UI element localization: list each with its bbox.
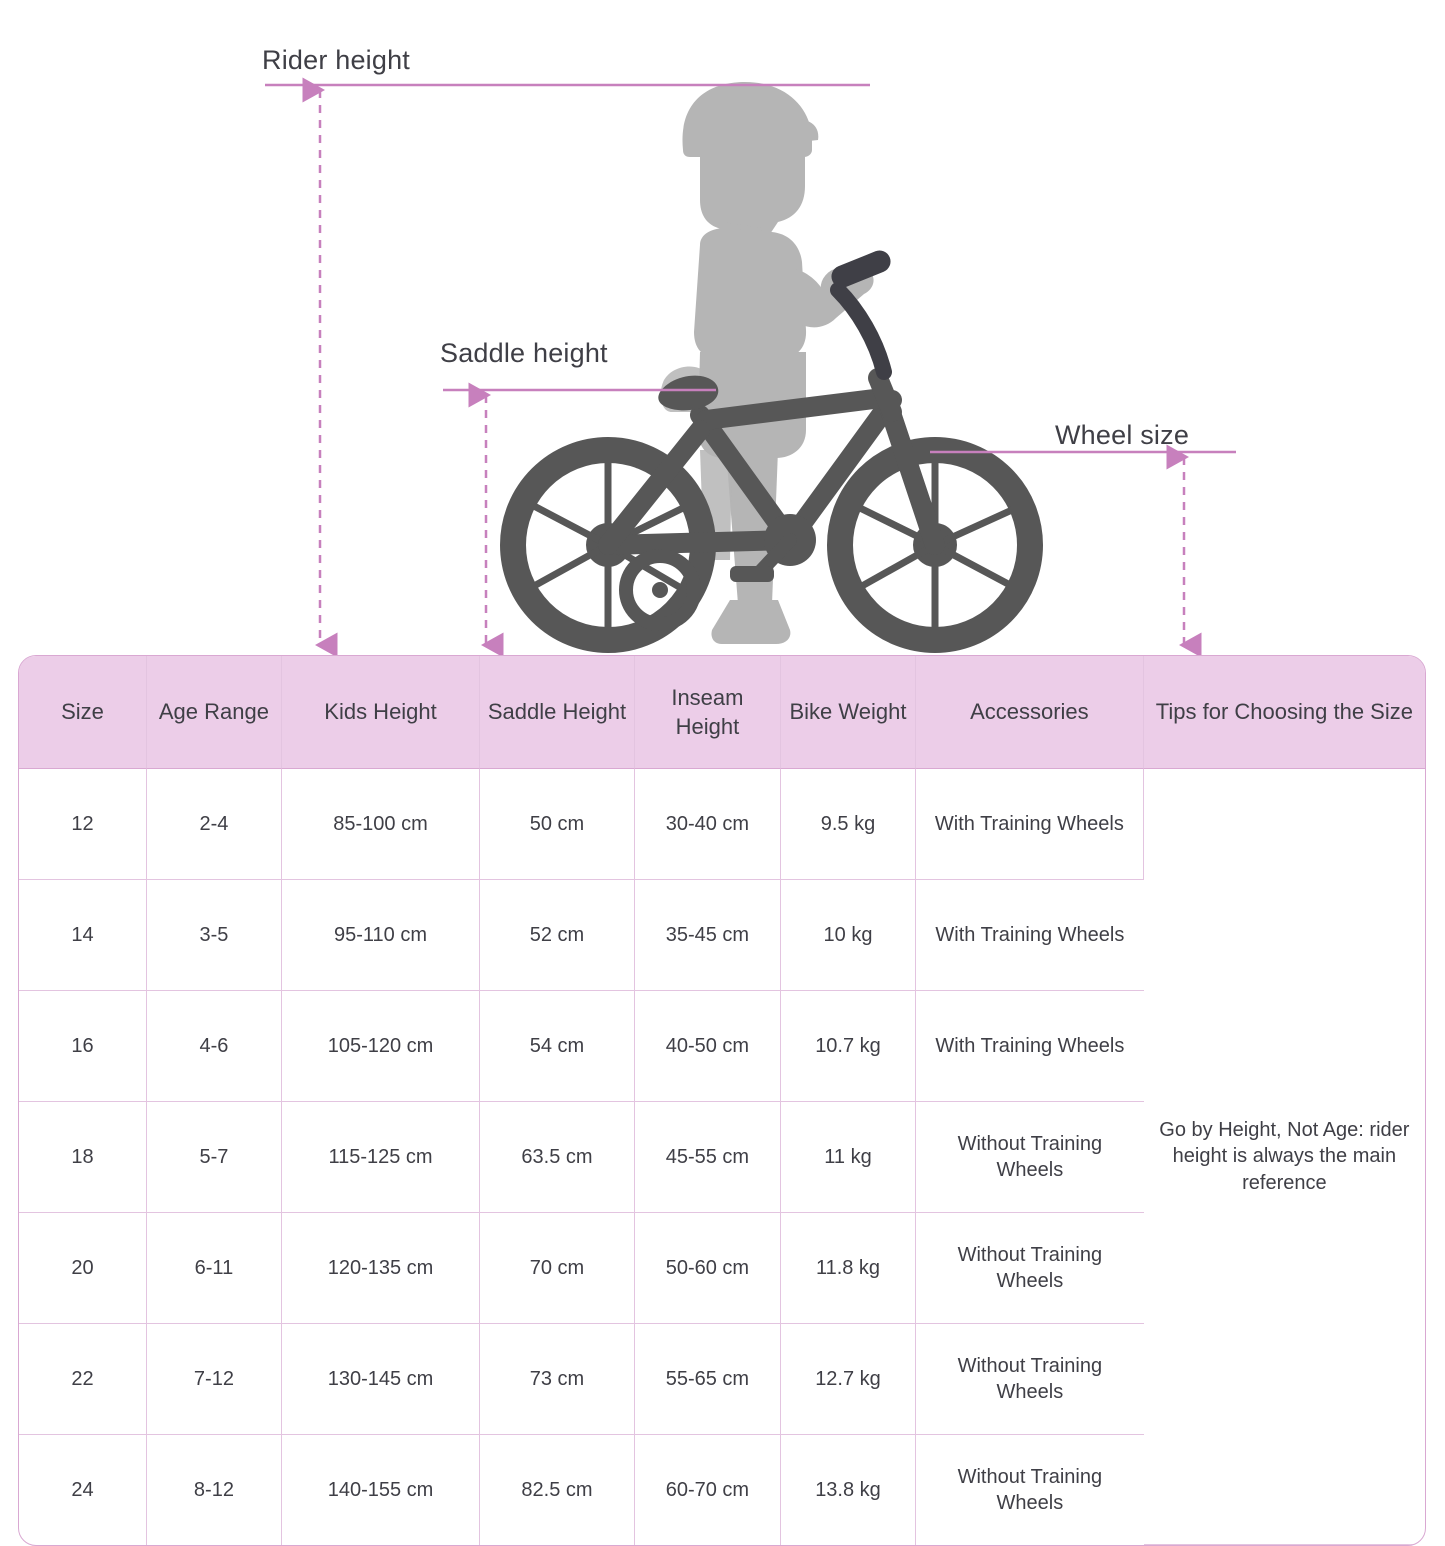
cell-size: 16 bbox=[19, 991, 147, 1102]
column-header-tips: Tips for Choosing the Size bbox=[1144, 656, 1425, 769]
cell-accessories: Without Training Wheels bbox=[916, 1102, 1144, 1213]
cell-age: 2-4 bbox=[147, 769, 282, 880]
rider-height-label: Rider height bbox=[262, 45, 410, 75]
cell-inseam-height: 60-70 cm bbox=[635, 1435, 781, 1545]
cell-bike-weight: 9.5 kg bbox=[781, 769, 916, 880]
size-chart-table bbox=[18, 655, 1426, 1546]
cell-size: 18 bbox=[19, 1102, 147, 1213]
cell-size: 14 bbox=[19, 880, 147, 991]
bike-and-rider-graphic bbox=[0, 0, 1445, 660]
cell-inseam-height: 55-65 cm bbox=[635, 1324, 781, 1435]
cell-kids-height: 120-135 cm bbox=[282, 1213, 480, 1324]
cell-age: 5-7 bbox=[147, 1102, 282, 1213]
cell-saddle-height: 82.5 cm bbox=[480, 1435, 635, 1545]
table-header-row bbox=[19, 656, 1425, 769]
saddle-height-label: Saddle height bbox=[440, 338, 608, 368]
cell-kids-height: 130-145 cm bbox=[282, 1324, 480, 1435]
cell-tips: Go by Height, Not Age: rider height is always the main reference bbox=[1144, 769, 1425, 1545]
cell-size: 12 bbox=[19, 769, 147, 880]
bike-size-illustration bbox=[0, 0, 1445, 660]
cell-age: 6-11 bbox=[147, 1213, 282, 1324]
cell-accessories: Without Training Wheels bbox=[957, 1465, 1103, 1514]
column-header-saddle-height: Saddle Height bbox=[480, 656, 635, 769]
cell-kids-height: 105-120 cm bbox=[282, 991, 480, 1102]
cell-bike-weight: 10 kg bbox=[781, 880, 916, 991]
cell-kids-height: 85-100 cm bbox=[282, 769, 480, 880]
cell-inseam-height: 45-55 cm bbox=[635, 1102, 781, 1213]
cell-age: 7-12 bbox=[147, 1324, 282, 1435]
cell-kids-height: 115-125 cm bbox=[282, 1102, 480, 1213]
column-header-bike-weight: Bike Weight bbox=[781, 656, 916, 769]
cell-size: 22 bbox=[19, 1324, 147, 1435]
table-body bbox=[19, 769, 1425, 1545]
cell-saddle-height: 73 cm bbox=[480, 1324, 635, 1435]
cell-inseam-height: 30-40 cm bbox=[635, 769, 781, 880]
cell-bike-weight: 10.7 kg bbox=[781, 991, 916, 1102]
cell-accessories: With Training Wheels bbox=[916, 769, 1144, 880]
column-header-inseam-height: Inseam Height bbox=[635, 656, 781, 769]
cell-size: 20 bbox=[19, 1213, 147, 1324]
cell-bike-weight: 13.8 kg bbox=[781, 1435, 916, 1545]
column-header-accessories: Accessories bbox=[916, 656, 1144, 769]
cell-inseam-height: 35-45 cm bbox=[635, 880, 781, 991]
cell-accessories: Without Training Wheels bbox=[916, 1324, 1144, 1435]
cell-kids-height: 140-155 cm bbox=[282, 1435, 480, 1545]
cell-bike-weight: 11 kg bbox=[781, 1102, 916, 1213]
cell-inseam-height: 50-60 cm bbox=[635, 1213, 781, 1324]
cell-bike-weight: 11.8 kg bbox=[781, 1213, 916, 1324]
cell-accessories: Without Training Wheels bbox=[916, 1213, 1144, 1324]
cell-saddle-height: 50 cm bbox=[480, 769, 635, 880]
column-header-size: Size bbox=[19, 656, 147, 769]
table-row bbox=[19, 769, 1425, 880]
size-chart-table-container bbox=[18, 655, 1426, 1546]
cell-saddle-height: 52 cm bbox=[480, 880, 635, 991]
wheel-size-label: Wheel size bbox=[1055, 420, 1190, 450]
cell-kids-height: 95-110 cm bbox=[282, 880, 480, 991]
cell-saddle-height: 63.5 cm bbox=[480, 1102, 635, 1213]
cell-size: 24 bbox=[19, 1435, 147, 1545]
cell-age: 4-6 bbox=[147, 991, 282, 1102]
cell-saddle-height: 54 cm bbox=[480, 991, 635, 1102]
column-header-kids-height: Kids Height bbox=[282, 656, 480, 769]
cell-inseam-height: 40-50 cm bbox=[635, 991, 781, 1102]
cell-age: 3-5 bbox=[147, 880, 282, 991]
cell-accessories: With Training Wheels bbox=[916, 991, 1144, 1102]
cell-bike-weight: 12.7 kg bbox=[781, 1324, 916, 1435]
column-header-age-range: Age Range bbox=[147, 656, 282, 769]
table-header bbox=[19, 656, 1425, 769]
cell-saddle-height: 70 cm bbox=[480, 1213, 635, 1324]
cell-age: 8-12 bbox=[147, 1435, 282, 1545]
cell-accessories: With Training Wheels bbox=[916, 880, 1144, 991]
